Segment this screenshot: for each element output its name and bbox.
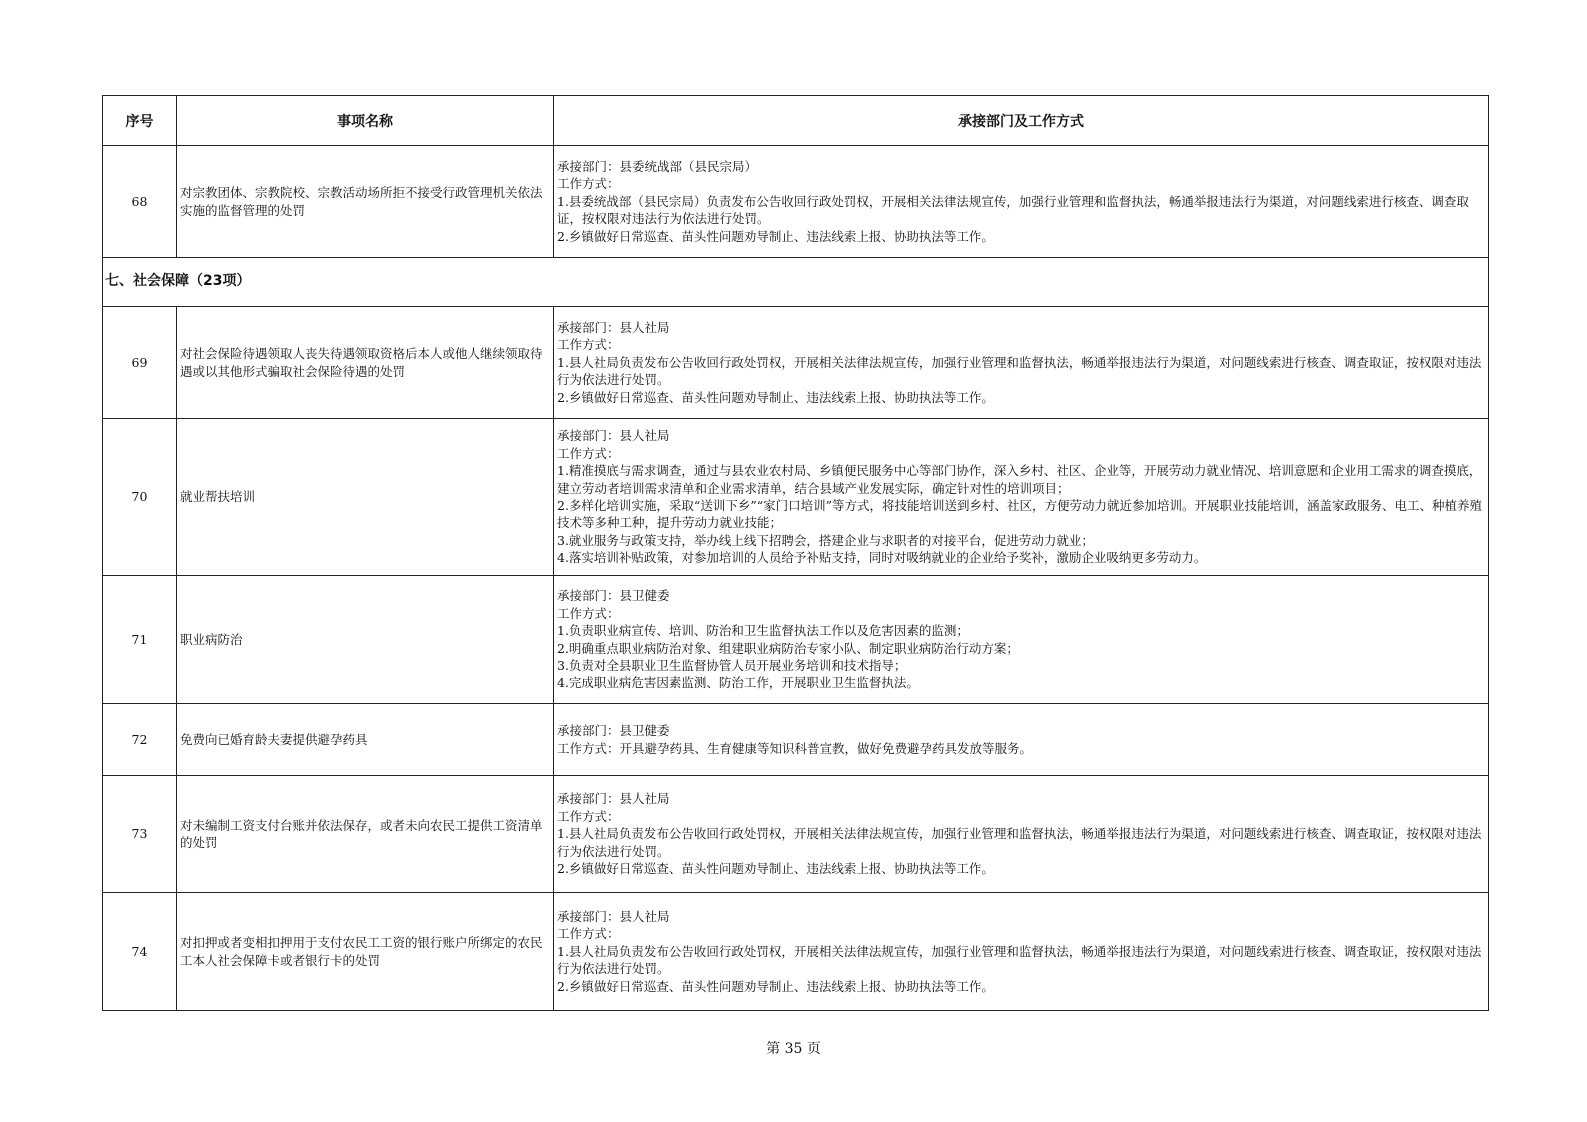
table-header-row — [103, 96, 1489, 146]
item-name: 就业帮扶培训 — [177, 419, 554, 576]
page-number: 第 35 页 — [766, 1041, 821, 1057]
dept-method-line: 工作方式： — [557, 176, 620, 192]
dept-method-line: 3.就业服务与政策支持，举办线上线下招聘会，搭建企业与求职者的对接平台，促进劳动力就业； — [557, 532, 1094, 548]
dept-method-line: 4.落实培训补贴政策，对参加培训的人员给予补贴支持，同时对吸纳就业的企业给予奖补，激励企业吸纳更多劳动力。 — [557, 550, 1207, 566]
dept-method-line: 1.县人社局负责发布公告收回行政处罚权，开展相关法律法规宣传，加强行业管理和监督执法，畅通举报违法行为渠道，对问题线索进行核查、调查取证，按权限对违法行为依法进行处罚。 — [557, 826, 1482, 859]
item-name: 对宗教团体、宗教院校、宗教活动场所拒不接受行政管理机关依法实施的监督管理的处罚 — [177, 146, 554, 258]
item-name: 职业病防治 — [177, 576, 554, 704]
table-row — [103, 776, 1489, 893]
section-row — [103, 258, 1489, 307]
dept-method-line: 4.完成职业病危害因素监测、防治工作，开展职业卫生监督执法。 — [557, 675, 919, 691]
dept-method-line: 2.乡镇做好日常巡查、苗头性问题劝导制止、违法线索上报、协助执法等工作。 — [557, 978, 994, 994]
row-number: 68 — [103, 146, 177, 258]
dept-method-line: 承接部门：县人社局 — [557, 908, 670, 924]
row-number: 69 — [103, 307, 177, 419]
dept-method-line: 工作方式：开具避孕药具、生育健康等知识科普宣教，做好免费避孕药具发放等服务。 — [557, 740, 1033, 756]
table-row — [103, 419, 1489, 576]
items-table — [102, 95, 1489, 1011]
dept-method-line: 2.明确重点职业病防治对象、组建职业病防治专家小队、制定职业病防治行动方案； — [557, 640, 1019, 656]
dept-method-cell — [554, 576, 1489, 704]
dept-method-line: 3.负责对全县职业卫生监督协管人员开展业务培训和技术指导； — [557, 657, 907, 673]
dept-method-line: 工作方式： — [557, 926, 620, 942]
table-row — [103, 704, 1489, 776]
dept-method-line: 承接部门：县委统战部（县民宗局） — [557, 158, 758, 174]
row-number: 71 — [103, 576, 177, 704]
dept-method-line: 承接部门：县人社局 — [557, 319, 670, 335]
header-dept: 承接部门及工作方式 — [554, 96, 1489, 146]
dept-method-cell — [554, 893, 1489, 1011]
dept-method-cell — [554, 419, 1489, 576]
section-title: 七、社会保障（23项） — [103, 258, 1489, 307]
dept-method-line: 工作方式： — [557, 808, 620, 824]
dept-method-line: 工作方式： — [557, 445, 620, 461]
dept-method-line: 1.精准摸底与需求调查，通过与县农业农村局、乡镇便民服务中心等部门协作，深入乡村、社区、企业等，开展劳动力就业情况、培训意愿和企业用工需求的调查摸底，建立劳动者培训需求清单和企业需求清单，结合县域产业发展实际，确定针对性的培训项目； — [557, 463, 1482, 496]
row-number: 74 — [103, 893, 177, 1011]
dept-method-line: 1.负责职业病宣传、培训、防治和卫生监督执法工作以及危害因素的监测； — [557, 623, 969, 639]
dept-method-line: 承接部门：县卫健委 — [557, 723, 670, 739]
dept-method-line: 工作方式： — [557, 605, 620, 621]
table-row — [103, 893, 1489, 1011]
dept-method-cell — [554, 776, 1489, 893]
item-name: 对扣押或者变相扣押用于支付农民工工资的银行账户所绑定的农民工本人社会保障卡或者银行卡的处罚 — [177, 893, 554, 1011]
item-name: 对未编制工资支付台账并依法保存，或者未向农民工提供工资清单的处罚 — [177, 776, 554, 893]
dept-method-line: 工作方式： — [557, 337, 620, 353]
dept-method-line: 2.乡镇做好日常巡查、苗头性问题劝导制止、违法线索上报、协助执法等工作。 — [557, 228, 994, 244]
item-name: 对社会保险待遇领取人丧失待遇领取资格后本人或他人继续领取待遇或以其他形式骗取社会保险待遇的处罚 — [177, 307, 554, 419]
item-name: 免费向已婚育龄夫妻提供避孕药具 — [177, 704, 554, 776]
table-row — [103, 576, 1489, 704]
dept-method-cell — [554, 146, 1489, 258]
dept-method-line: 承接部门：县人社局 — [557, 791, 670, 807]
table-row — [103, 307, 1489, 419]
dept-method-line: 承接部门：县卫健委 — [557, 588, 670, 604]
dept-method-line: 2.乡镇做好日常巡查、苗头性问题劝导制止、违法线索上报、协助执法等工作。 — [557, 861, 994, 877]
table-row — [103, 146, 1489, 258]
header-item: 事项名称 — [177, 96, 554, 146]
header-num: 序号 — [103, 96, 177, 146]
dept-method-line: 2.多样化培训实施，采取“送训下乡”“家门口培训”等方式，将技能培训送到乡村、社区，方便劳动力就近参加培训。开展职业技能培训，涵盖家政服务、电工、种植养殖技术等多种工种，提升劳动力就业技能； — [557, 498, 1482, 531]
row-number: 70 — [103, 419, 177, 576]
row-number: 73 — [103, 776, 177, 893]
row-number: 72 — [103, 704, 177, 776]
dept-method-line: 1.县人社局负责发布公告收回行政处罚权，开展相关法律法规宣传，加强行业管理和监督执法，畅通举报违法行为渠道，对问题线索进行核查、调查取证，按权限对违法行为依法进行处罚。 — [557, 943, 1482, 977]
dept-method-cell — [554, 307, 1489, 419]
dept-method-cell — [554, 704, 1489, 776]
dept-method-line: 1.县委统战部（县民宗局）负责发布公告收回行政处罚权，开展相关法律法规宣传，加强行业管理和监督执法，畅通举报违法行为渠道，对问题线索进行核查、调查取证，按权限对违法行为依法进行处罚。 — [557, 193, 1469, 227]
dept-method-line: 1.县人社局负责发布公告收回行政处罚权，开展相关法律法规宣传，加强行业管理和监督执法，畅通举报违法行为渠道，对问题线索进行核查、调查取证，按权限对违法行为依法进行处罚。 — [557, 354, 1482, 388]
dept-method-line: 2.乡镇做好日常巡查、苗头性问题劝导制止、违法线索上报、协助执法等工作。 — [557, 389, 994, 405]
dept-method-line: 承接部门：县人社局 — [557, 428, 670, 444]
